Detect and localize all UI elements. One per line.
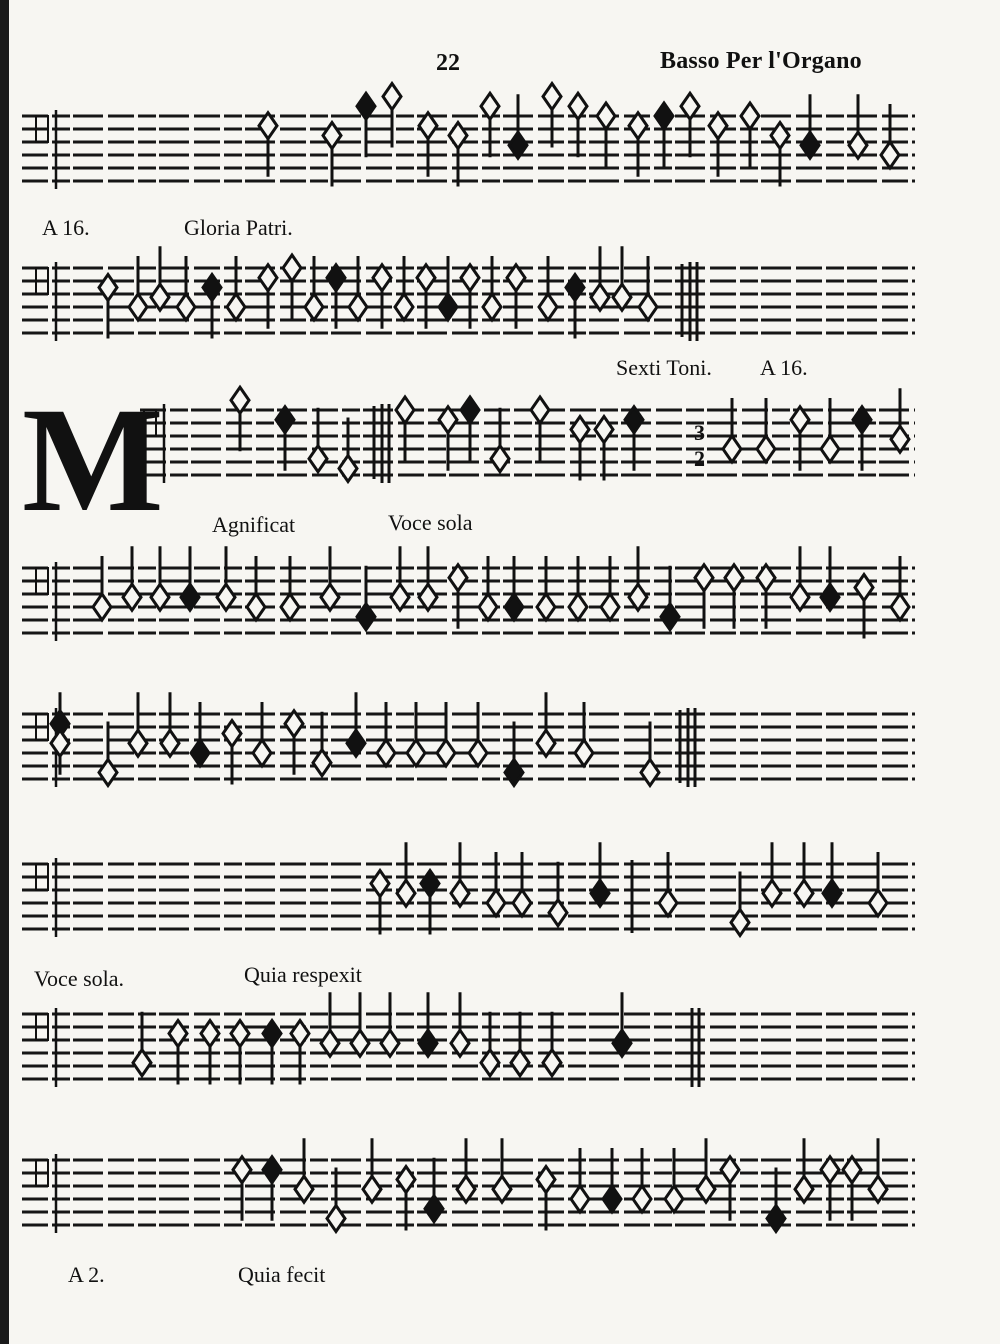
note-head — [439, 294, 457, 320]
tone-label: Sexti Toni. — [616, 355, 712, 380]
note-head — [349, 294, 367, 320]
note-head — [641, 760, 659, 786]
note-head — [571, 417, 589, 443]
note-head — [223, 721, 241, 747]
performance-label: Voce sola — [388, 510, 473, 535]
note-head — [479, 594, 497, 620]
meter-denominator: 2 — [694, 446, 705, 471]
note-head — [531, 397, 549, 423]
note-head — [437, 740, 455, 766]
note-head — [767, 1206, 785, 1232]
note-head — [633, 1186, 651, 1212]
note-head — [396, 397, 414, 423]
staff-system-7 — [0, 1000, 1000, 1110]
note-head — [505, 594, 523, 620]
performance-label: Voce sola. — [34, 966, 125, 991]
note-head — [281, 594, 299, 620]
voice-count-label: A 2. — [68, 1262, 105, 1287]
note-head — [449, 123, 467, 149]
note-head — [99, 760, 117, 786]
note-head — [99, 275, 117, 301]
note-head — [247, 594, 265, 620]
page-title: Basso Per l'Organo — [660, 48, 862, 74]
note-head — [201, 1021, 219, 1047]
note-head — [537, 594, 555, 620]
note-head — [203, 275, 221, 301]
note-head — [741, 103, 759, 129]
note-head — [731, 910, 749, 936]
staff-system-2 — [0, 248, 1000, 358]
note-head — [227, 294, 245, 320]
note-head — [383, 84, 401, 110]
page-number: 22 — [436, 50, 460, 76]
note-head — [461, 397, 479, 423]
note-head — [263, 1021, 281, 1047]
note-head — [639, 294, 657, 320]
note-head — [177, 294, 195, 320]
note-head — [603, 1186, 621, 1212]
note-head — [377, 740, 395, 766]
note-head — [655, 103, 673, 129]
voice-count-label: A 16. — [760, 355, 808, 380]
staff-system-8 — [0, 1140, 1000, 1260]
drop-cap: M — [22, 377, 164, 543]
text-incipit: Quia respexit — [244, 962, 362, 987]
note-head — [327, 1206, 345, 1232]
note-head — [129, 294, 147, 320]
staff-system-5 — [0, 700, 1000, 810]
note-head — [371, 871, 389, 897]
note-head — [505, 760, 523, 786]
note-head — [339, 456, 357, 482]
note-head — [566, 275, 584, 301]
staff-system-1 — [0, 100, 1000, 200]
note-head — [283, 255, 301, 281]
note-head — [869, 890, 887, 916]
note-head — [323, 123, 341, 149]
note-head — [659, 890, 677, 916]
note-head — [469, 740, 487, 766]
staff-system-6 — [0, 850, 1000, 960]
text-incipit: Gloria Patri. — [184, 215, 293, 240]
note-head — [723, 436, 741, 462]
note-head — [891, 594, 909, 620]
note-head — [483, 294, 501, 320]
note-head — [305, 294, 323, 320]
note-head — [571, 1186, 589, 1212]
note-head — [601, 594, 619, 620]
note-head — [855, 575, 873, 601]
note-head — [575, 740, 593, 766]
meter-numerator: 3 — [694, 420, 705, 445]
note-head — [395, 294, 413, 320]
note-head — [93, 594, 111, 620]
note-head — [597, 103, 615, 129]
note-head — [169, 1021, 187, 1047]
note-head — [757, 436, 775, 462]
note-head — [665, 1186, 683, 1212]
note-head — [397, 1167, 415, 1193]
note-head — [253, 740, 271, 766]
note-head — [421, 871, 439, 897]
staff-system-4 — [0, 548, 1000, 658]
note-head — [291, 1021, 309, 1047]
note-head — [771, 123, 789, 149]
note-head — [513, 890, 531, 916]
note-head — [569, 594, 587, 620]
note-head — [191, 740, 209, 766]
text-incipit: Quia fecit — [238, 1262, 326, 1287]
text-incipit: Agnificat — [212, 512, 296, 537]
note-head — [881, 142, 899, 168]
note-head — [539, 294, 557, 320]
note-head — [487, 890, 505, 916]
note-head — [821, 436, 839, 462]
voice-count-label: A 16. — [42, 215, 90, 240]
note-head — [537, 1167, 555, 1193]
note-head — [595, 417, 613, 443]
note-head — [543, 84, 561, 110]
note-head — [231, 1021, 249, 1047]
note-head — [407, 740, 425, 766]
